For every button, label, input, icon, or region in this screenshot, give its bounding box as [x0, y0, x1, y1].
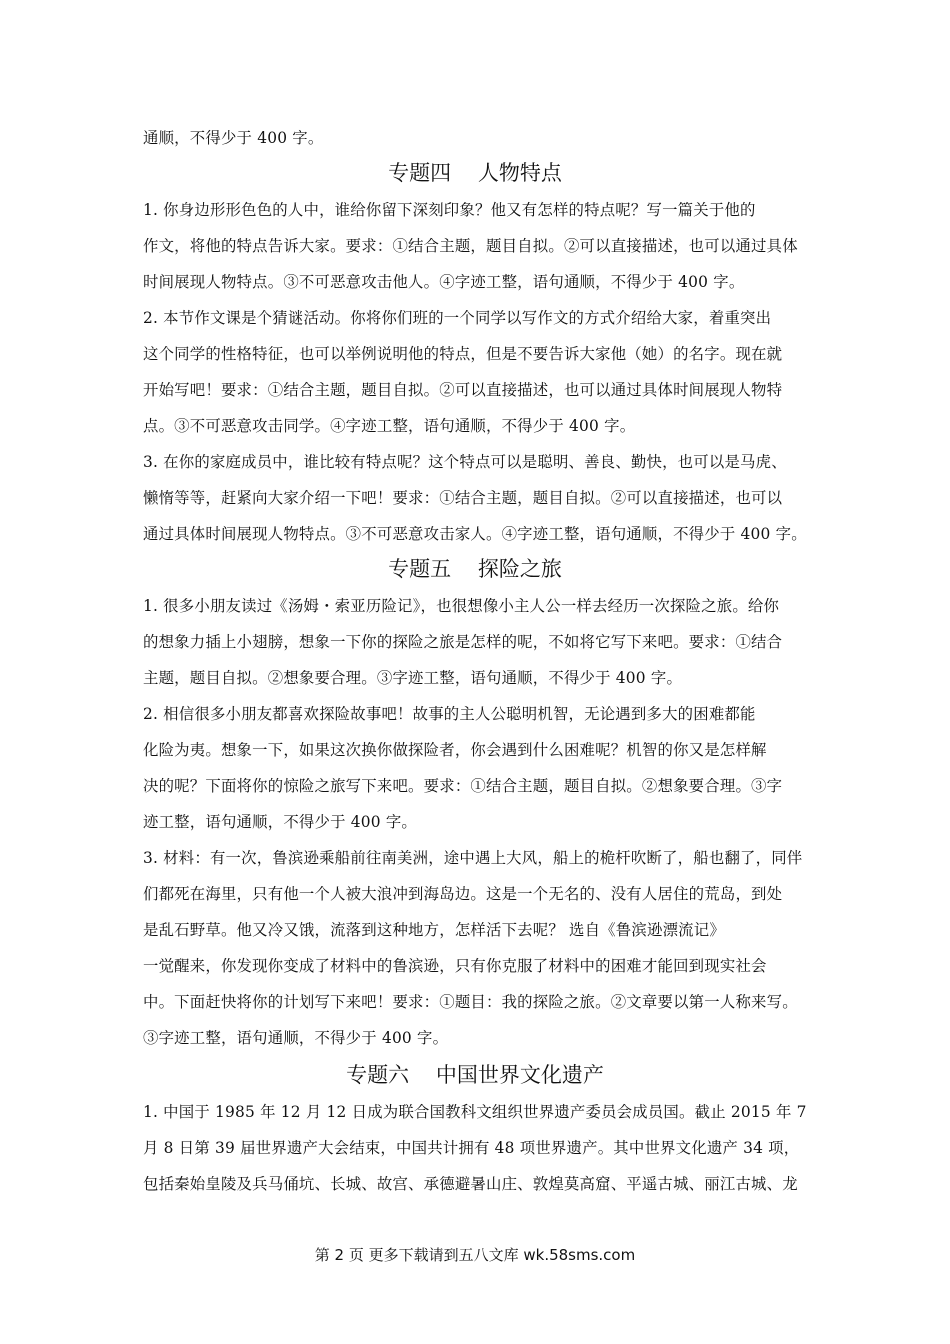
s5-line: 3. 材料：有一次，鲁滨逊乘船前往南美洲，途中遇上大风，船上的桅杆吹断了，船也翻了，同伴	[143, 849, 803, 867]
s4-line: 1. 你身边形形色色的人中，谁给你留下深刻印象？他又有怎样的特点呢？写一篇关于他的	[143, 201, 756, 219]
s6-line: 包括秦始皇陵及兵马俑坑、长城、故宫、承德避暑山庄、敦煌莫高窟、平遥古城、丽江古城、龙	[143, 1175, 798, 1193]
s5-line: 2. 相信很多小朋友都喜欢探险故事吧！故事的主人公聪明机智，无论遇到多大的困难都能	[143, 705, 756, 723]
s4-line: 3. 在你的家庭成员中，谁比较有特点呢？这个特点可以是聪明、善良、勤快，也可以是马虎、	[143, 453, 787, 471]
s5-line: 决的呢？下面将你的惊险之旅写下来吧。要求：①结合主题，题目自拟。②想象要合理。③字	[143, 777, 783, 795]
s5-line: 化险为夷。想象一下，如果这次换你做探险者，你会遇到什么困难呢？机智的你又是怎样解	[143, 741, 767, 759]
section-heading-4: 专题四 人物特点	[388, 161, 562, 185]
s5-line: 1. 很多小朋友读过《汤姆・索亚历险记》，也很想像小主人公一样去经历一次探险之旅。给你	[143, 597, 780, 615]
s6-line: 1. 中国于 1985 年 12 月 12 日成为联合国教科文组织世界遗产委员会成员国。截止 2015 年 7	[143, 1103, 807, 1121]
s5-line: 一觉醒来，你发现你变成了材料中的鲁滨逊，只有你克服了材料中的困难才能回到现实社会	[143, 957, 767, 975]
s5-line: 是乱石野草。他又冷又饿，流落到这种地方，怎样活下去呢？ 选自《鲁滨逊漂流记》	[143, 921, 725, 939]
s5-line: 迹工整，语句通顺，不得少于 400 字。	[143, 813, 418, 831]
s4-line: 懒惰等等，赶紧向大家介绍一下吧！要求：①结合主题，题目自拟。②可以直接描述，也可以	[143, 489, 783, 507]
section-heading-6: 专题六 中国世界文化遗产	[346, 1063, 604, 1087]
s5-line: 主题，题目自拟。②想象要合理。③字迹工整，语句通顺，不得少于 400 字。	[143, 669, 683, 687]
s4-line: 点。③不可恶意攻击同学。④字迹工整，语句通顺，不得少于 400 字。	[143, 417, 636, 435]
s5-line: 的想象力插上小翅膀，想象一下你的探险之旅是怎样的呢，不如将它写下来吧。要求：①结合	[143, 633, 783, 651]
page-footer: 第 2 页 更多下载请到五八文库 wk.58sms.com	[314, 1246, 636, 1264]
s4-line: 这个同学的性格特征，也可以举例说明他的特点，但是不要告诉大家他（她）的名字。现在就	[143, 345, 783, 363]
s5-line: ③字迹工整，语句通顺，不得少于 400 字。	[143, 1029, 449, 1047]
s4-line: 2. 本节作文课是个猜谜活动。你将你们班的一个同学以写作文的方式介绍给大家，着重突出	[143, 309, 772, 327]
s4-line: 时间展现人物特点。③不可恶意攻击他人。④字迹工整，语句通顺，不得少于 400 字。	[143, 273, 745, 291]
section-heading-5: 专题五 探险之旅	[388, 557, 562, 581]
s4-line: 作文，将他的特点告诉大家。要求：①结合主题，题目自拟。②可以直接描述，也可以通过具体	[143, 237, 798, 255]
s5-line: 们都死在海里，只有他一个人被大浪冲到海岛边。这是一个无名的、没有人居住的荒岛，到处	[143, 885, 783, 903]
s5-line: 中。下面赶快将你的计划写下来吧！要求：①题目：我的探险之旅。②文章要以第一人称来写。	[143, 993, 798, 1011]
s6-line: 月 8 日第 39 届世界遗产大会结束，中国共计拥有 48 项世界遗产。其中世界文化遗产 34 项，	[143, 1139, 800, 1157]
s4-line: 开始写吧！要求：①结合主题，题目自拟。②可以直接描述，也可以通过具体时间展现人物特	[143, 381, 783, 399]
s4-line: 通过具体时间展现人物特点。③不可恶意攻击家人。④字迹工整，语句通顺，不得少于 400 字。	[143, 525, 807, 543]
intro-line: 通顺，不得少于 400 字。	[143, 129, 324, 147]
